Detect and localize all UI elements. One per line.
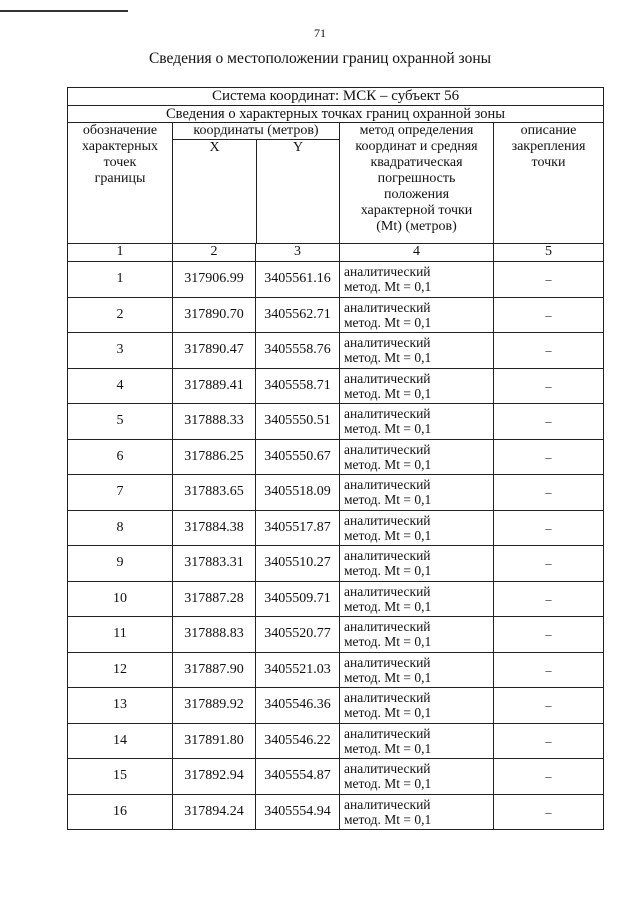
description-cell: – (494, 794, 604, 830)
header-line: метод определения (359, 123, 474, 138)
coordinate-x: 317883.65 (173, 475, 256, 511)
point-number: 6 (68, 439, 173, 475)
method-line: метод. Mt = 0,1 (344, 527, 432, 543)
column-number: 4 (340, 244, 494, 262)
column-number: 1 (68, 244, 173, 262)
table-row (68, 546, 604, 582)
method-line: аналитический (344, 548, 431, 564)
point-number: 11 (68, 617, 173, 653)
description-cell: – (494, 510, 604, 546)
coordinate-y: 3405509.71 (256, 581, 340, 617)
coordinate-y: 3405518.09 (256, 475, 340, 511)
point-number: 7 (68, 475, 173, 511)
boundary-points-table (67, 87, 604, 830)
coordinate-x: 317890.70 (173, 297, 256, 333)
method-line: аналитический (344, 477, 431, 493)
coordinate-y: 3405520.77 (256, 617, 340, 653)
method-line: аналитический (344, 299, 431, 315)
table-row (68, 652, 604, 688)
table-row (68, 794, 604, 830)
table-row (68, 404, 604, 440)
table-section-row (68, 106, 604, 123)
point-number: 16 (68, 794, 173, 830)
method-line: метод. Mt = 0,1 (344, 279, 432, 295)
method-line: метод. Mt = 0,1 (344, 385, 432, 401)
method-line: аналитический (344, 264, 431, 280)
coordinate-x: 317891.80 (173, 723, 256, 759)
point-number: 4 (68, 368, 173, 404)
method-cell (340, 262, 494, 298)
method-cell (340, 723, 494, 759)
coordinate-y: 3405562.71 (256, 297, 340, 333)
table-row (68, 510, 604, 546)
method-line: метод. Mt = 0,1 (344, 776, 432, 792)
description-cell: – (494, 297, 604, 333)
coordinate-y: 3405510.27 (256, 546, 340, 582)
coordinate-x: 317887.28 (173, 581, 256, 617)
description-cell: – (494, 475, 604, 511)
column-number: 2 (173, 244, 256, 262)
description-cell: – (494, 546, 604, 582)
coordinate-x: 317888.33 (173, 404, 256, 440)
point-number: 5 (68, 404, 173, 440)
coordinate-y: 3405521.03 (256, 652, 340, 688)
table-row (68, 297, 604, 333)
point-number: 3 (68, 333, 173, 369)
description-cell: – (494, 368, 604, 404)
coordinate-y: 3405554.87 (256, 759, 340, 795)
coordinate-y: 3405558.71 (256, 368, 340, 404)
method-line: аналитический (344, 761, 431, 777)
method-line: метод. Mt = 0,1 (344, 669, 432, 685)
description-cell: – (494, 617, 604, 653)
method-line: метод. Mt = 0,1 (344, 456, 432, 472)
method-line: аналитический (344, 690, 431, 706)
method-line: аналитический (344, 619, 431, 635)
method-line: метод. Mt = 0,1 (344, 811, 432, 827)
method-cell (340, 794, 494, 830)
description-cell: – (494, 688, 604, 724)
coordinate-y: 3405517.87 (256, 510, 340, 546)
method-cell (340, 475, 494, 511)
column-number: 5 (494, 244, 604, 262)
header-coordinates-label: координаты (метров) (173, 123, 339, 140)
table-row (68, 617, 604, 653)
header-line: координат и средняя (355, 139, 478, 154)
point-number: 15 (68, 759, 173, 795)
header-line: положения (383, 187, 450, 202)
point-number: 2 (68, 297, 173, 333)
header-line: точки (531, 155, 566, 170)
method-line: аналитический (344, 441, 431, 457)
method-line: аналитический (344, 512, 431, 528)
table-row (68, 759, 604, 795)
header-line: квадратическая (370, 155, 463, 170)
coordinate-y: 3405546.22 (256, 723, 340, 759)
coordinate-x: 317888.83 (173, 617, 256, 653)
coordinate-x: 317884.38 (173, 510, 256, 546)
method-cell (340, 688, 494, 724)
header-line: описание (520, 123, 577, 138)
method-cell (340, 617, 494, 653)
coordinate-y: 3405546.36 (256, 688, 340, 724)
header-line: (Mt) (метров) (376, 219, 457, 234)
method-line: аналитический (344, 335, 431, 351)
header-description (494, 123, 604, 244)
coordinate-x: 317894.24 (173, 794, 256, 830)
description-cell: – (494, 581, 604, 617)
method-line: метод. Mt = 0,1 (344, 314, 432, 330)
coordinate-x: 317906.99 (173, 262, 256, 298)
coordinate-y: 3405554.94 (256, 794, 340, 830)
header-line: точек (103, 155, 137, 170)
point-number: 1 (68, 262, 173, 298)
table-row (68, 475, 604, 511)
method-line: аналитический (344, 583, 431, 599)
header-method (340, 123, 494, 244)
method-line: аналитический (344, 796, 431, 812)
header-line: погрешность (377, 171, 456, 186)
header-line: закрепления (511, 139, 586, 154)
header-designation (68, 123, 173, 244)
method-line: метод. Mt = 0,1 (344, 598, 432, 614)
method-line: метод. Mt = 0,1 (344, 705, 432, 721)
section-label: Сведения о характерных точках границ охранной зоны (68, 106, 604, 123)
top-rule-line (0, 10, 128, 12)
column-number: 3 (256, 244, 340, 262)
table-row (68, 581, 604, 617)
point-number: 12 (68, 652, 173, 688)
method-cell (340, 368, 494, 404)
coordinate-x: 317892.94 (173, 759, 256, 795)
method-cell (340, 333, 494, 369)
table-header-row (68, 123, 604, 244)
method-line: метод. Mt = 0,1 (344, 740, 432, 756)
method-line: аналитический (344, 370, 431, 386)
table-row (68, 688, 604, 724)
coordinate-x: 317889.41 (173, 368, 256, 404)
method-line: метод. Mt = 0,1 (344, 634, 432, 650)
column-number-row (68, 244, 604, 262)
method-cell (340, 581, 494, 617)
method-line: метод. Mt = 0,1 (344, 350, 432, 366)
table-row (68, 333, 604, 369)
method-line: метод. Mt = 0,1 (344, 563, 432, 579)
document-title: Сведения о местоположении границ охранной зоны (148, 50, 492, 67)
method-line: метод. Mt = 0,1 (344, 421, 432, 437)
coordinate-y: 3405558.76 (256, 333, 340, 369)
description-cell: – (494, 439, 604, 475)
method-line: аналитический (344, 725, 431, 741)
header-line: характерной точки (360, 203, 473, 218)
coordinate-x: 317890.47 (173, 333, 256, 369)
header-line: характерных (81, 139, 159, 154)
coordinate-y: 3405561.16 (256, 262, 340, 298)
method-cell (340, 510, 494, 546)
header-y: Y (292, 140, 304, 155)
table-row (68, 723, 604, 759)
header-x: X (173, 140, 257, 243)
coordinate-x: 317887.90 (173, 652, 256, 688)
description-cell: – (494, 723, 604, 759)
method-line: метод. Mt = 0,1 (344, 492, 432, 508)
description-cell: – (494, 262, 604, 298)
coordinate-y: 3405550.51 (256, 404, 340, 440)
table-row (68, 368, 604, 404)
point-number: 8 (68, 510, 173, 546)
point-number: 10 (68, 581, 173, 617)
table-body (68, 262, 604, 830)
coordinate-system-label: Система координат: МСК – субъект 56 (68, 88, 604, 106)
header-coordinates (173, 123, 340, 244)
point-number: 9 (68, 546, 173, 582)
header-line: обозначение (82, 123, 158, 138)
coordinate-x: 317889.92 (173, 688, 256, 724)
header-xy (173, 140, 339, 243)
description-cell: – (494, 333, 604, 369)
point-number: 13 (68, 688, 173, 724)
description-cell: – (494, 404, 604, 440)
method-cell (340, 404, 494, 440)
method-cell (340, 546, 494, 582)
description-cell: – (494, 652, 604, 688)
coordinate-x: 317883.31 (173, 546, 256, 582)
header-line: границы (94, 171, 146, 186)
method-cell (340, 652, 494, 688)
coordinate-y: 3405550.67 (256, 439, 340, 475)
method-cell (340, 439, 494, 475)
table-row (68, 262, 604, 298)
method-cell (340, 759, 494, 795)
point-number: 14 (68, 723, 173, 759)
table-row (68, 439, 604, 475)
method-cell (340, 297, 494, 333)
coordinate-x: 317886.25 (173, 439, 256, 475)
page-number: 71 (314, 26, 326, 40)
method-line: аналитический (344, 654, 431, 670)
table-system-row (68, 88, 604, 106)
description-cell: – (494, 759, 604, 795)
method-line: аналитический (344, 406, 431, 422)
